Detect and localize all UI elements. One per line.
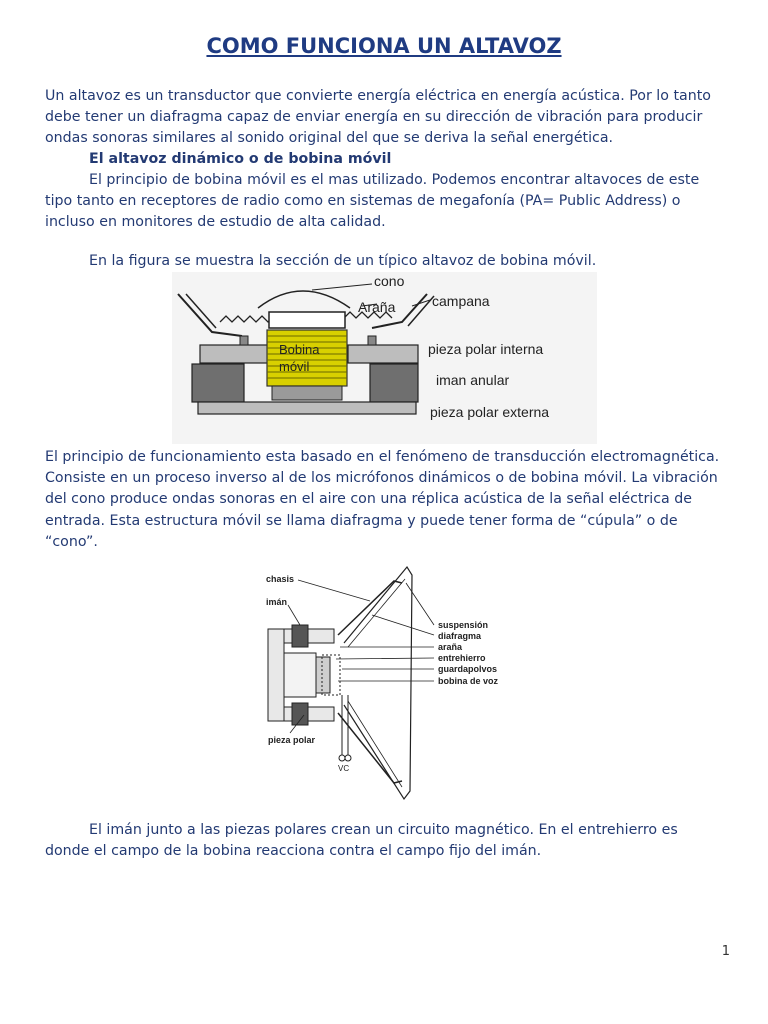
fig2-label-suspension: suspensión: [438, 620, 489, 630]
magnetic-circuit-paragraph: El imán junto a las piezas polares crean un circuito magnético. En el entrehierro es donde el campo de la bobina reacciona contra el campo fijo del imán.: [45, 822, 678, 860]
principle-paragraph: El principio de funcionamiento esta basado en el fenómeno de transducción electromagnética. Consiste en un proceso inverso al de los micrófonos dinámicos o de bobina móvil. La vibración del cono produce ondas sonoras en el aire con una réplica acústica de la señal eléctrica de entrada. Esta estructura móvil se llama diafragma y puede tener forma de “cúpula” o de “cono”.: [45, 449, 720, 550]
section-subheading: El altavoz dinámico o de bobina móvil: [89, 151, 392, 167]
speaker-cross-section-figure: [172, 272, 597, 444]
fig1-label-iman-anular: iman anular: [436, 372, 510, 388]
intro-paragraph: Un altavoz es un transductor que convierte energía eléctrica en energía acústica. Por lo tanto debe tener un diafragma capaz de enviar energía en su dirección de vibración para producir ondas sonoras similares al sonido original del que se deriva la señal energética.: [45, 88, 711, 147]
fig1-label-arana: Araña: [358, 299, 396, 315]
fig2-label-bobina-de-voz: bobina de voz: [438, 676, 499, 686]
moving-coil-paragraph: El principio de bobina móvil es el mas utilizado. Podemos encontrar altavoces de este tipo tanto en receptores de radio como en sistemas de megafonía (PA= Public Address) o incluso en monitores de estudio de alta calidad.: [45, 172, 700, 231]
fig2-label-entrehierro: entrehierro: [438, 653, 486, 663]
fig2-label-vc: VC: [338, 764, 350, 773]
document-title: COMO FUNCIONA UN ALTAVOZ: [206, 34, 562, 58]
fig2-label-iman: imán: [266, 597, 288, 607]
figure-intro-paragraph: En la figura se muestra la sección de un típico altavoz de bobina móvil.: [89, 253, 597, 269]
speaker-detail-figure: [262, 555, 507, 805]
fig1-label-bobina: Bobina: [279, 342, 320, 357]
fig2-label-diafragma: diafragma: [438, 631, 482, 641]
fig2-label-pieza-polar: pieza polar: [268, 735, 316, 745]
fig1-label-cono: cono: [374, 273, 405, 289]
fig1-label-pieza-polar-interna: pieza polar interna: [428, 341, 544, 357]
fig2-label-guardapolvos: guardapolvos: [438, 664, 498, 674]
page-number: 1: [721, 944, 730, 959]
fig1-label-campana: campana: [432, 293, 490, 309]
fig1-label-pieza-polar-externa: pieza polar externa: [430, 404, 550, 420]
fig2-label-arana: araña: [438, 642, 463, 652]
fig1-label-movil: móvil: [279, 359, 310, 374]
fig2-label-chasis: chasis: [266, 574, 295, 584]
